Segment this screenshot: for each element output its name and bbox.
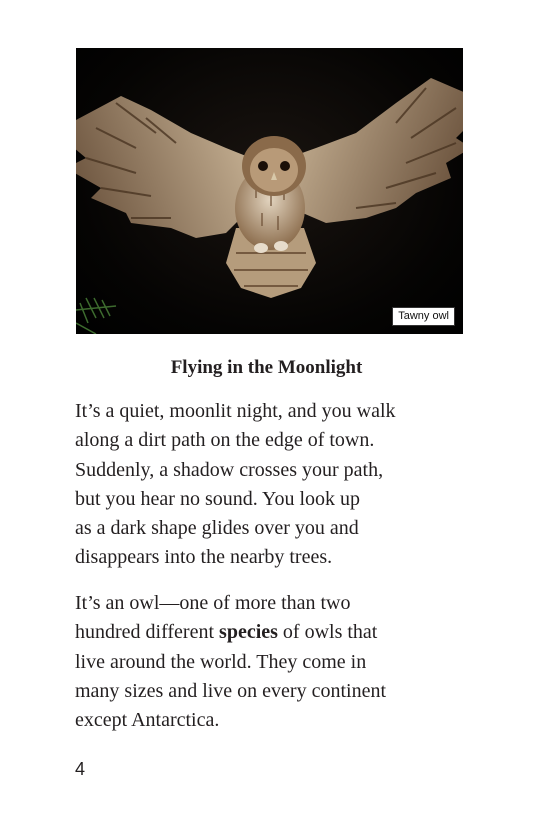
- paragraph-2-line: except Antarctica.: [75, 709, 220, 732]
- paragraph-2-text: hundred different: [75, 621, 220, 644]
- paragraph-1-line: but you hear no sound. You look up: [75, 487, 361, 510]
- paragraph-1-line: It’s a quiet, moonlit night, and you walk: [75, 400, 396, 422]
- section-heading: Flying in the Moonlight: [170, 357, 363, 378]
- paragraph-2-text: of owls that: [277, 621, 378, 644]
- paragraph-1-line: along a dirt path on the edge of town.: [75, 429, 375, 452]
- vocabulary-term-species: species: [219, 621, 278, 644]
- paragraph-1-line: as a dark shape glides over you and: [75, 517, 359, 540]
- paragraph-2-line: many sizes and live on every continent: [75, 679, 387, 702]
- paragraph-1-line: Suddenly, a shadow crosses your path,: [75, 458, 384, 481]
- paragraph-2: [75, 589, 475, 735]
- paragraph-1-line: disappears into the nearby trees.: [75, 546, 333, 569]
- paragraph-2-line: live around the world. They come in: [75, 650, 367, 673]
- paragraph-2-line: It’s an owl—one of more than two: [75, 592, 351, 614]
- paragraph-1: [75, 397, 475, 573]
- page-number: 4: [75, 759, 86, 779]
- owl-photo: [76, 48, 463, 334]
- photo-caption: Tawny owl: [392, 307, 455, 326]
- tawny-owl-illustration: [76, 48, 463, 334]
- paragraph-2-line: [75, 618, 475, 647]
